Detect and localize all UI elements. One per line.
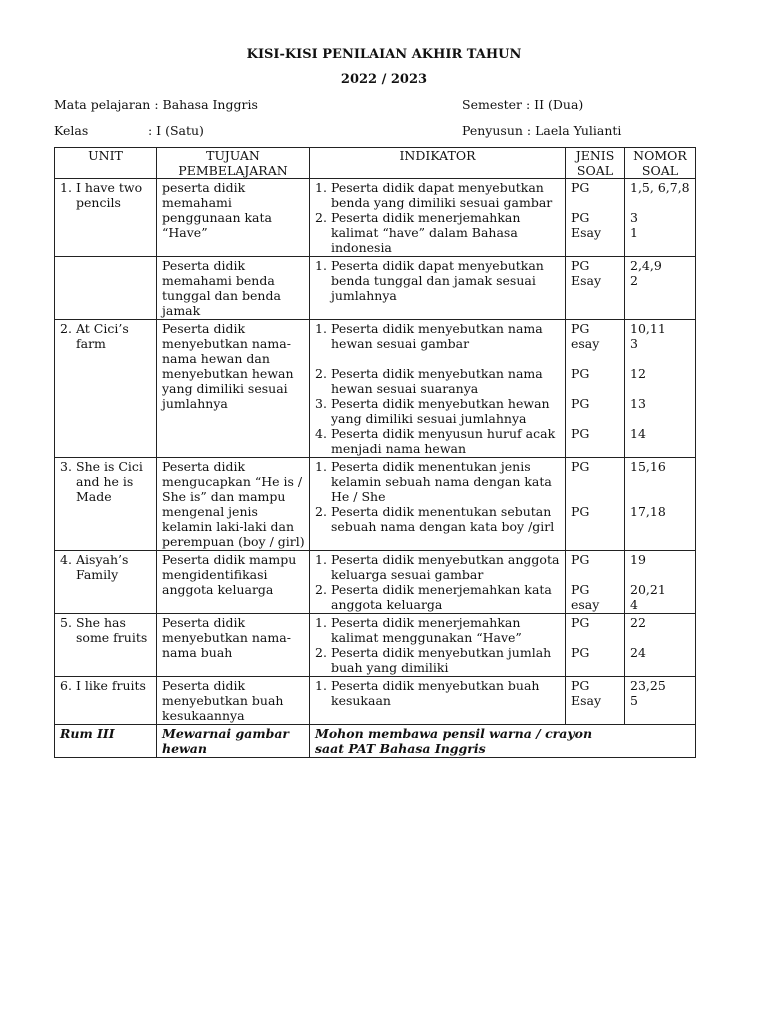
indikator-line: keluarga sesuai gambar <box>331 567 484 582</box>
header-tujuan: TUJUAN PEMBELAJARAN <box>157 148 310 179</box>
jenis-soal-value: esay <box>571 597 600 612</box>
indikator-item <box>315 459 560 504</box>
tujuan-line: Peserta didik <box>162 615 246 630</box>
indikator-line: Peserta didik menyebutkan jumlah <box>331 645 552 660</box>
indikator-item <box>315 504 560 534</box>
tujuan-line: perempuan (boy / girl) <box>162 534 305 549</box>
assessment-grid-table <box>54 147 696 758</box>
jenis-soal-value: Esay <box>571 273 602 288</box>
indikator-line: Peserta didik dapat menyebutkan <box>331 258 544 273</box>
indikator-number: 2. <box>315 582 327 597</box>
unit-number: 4. <box>60 552 72 567</box>
tujuan-line: jumlahnya <box>162 396 228 411</box>
nomor-soal-value: 17,18 <box>630 504 666 519</box>
indikator-line: benda tunggal dan jamak sesuai <box>331 273 536 288</box>
tujuan-line: Peserta didik <box>162 459 246 474</box>
jenis-soal-value: PG <box>571 396 590 411</box>
footer-row <box>55 725 696 758</box>
unit-name-line: She is Cici <box>76 459 143 474</box>
table-header-row <box>55 148 696 179</box>
nomor-soal-value: 3 <box>630 336 638 351</box>
tujuan-line: mengucapkan “He is / <box>162 474 303 489</box>
jenis-soal-value: Esay <box>571 693 602 708</box>
nomor-soal-value <box>630 195 690 210</box>
indikator-line: Peserta didik menyebutkan hewan <box>331 396 550 411</box>
tujuan-line: menyebutkan buah <box>162 693 284 708</box>
unit-number: 3. <box>60 459 72 474</box>
jenis-soal-value: PG <box>571 552 590 567</box>
tujuan-cell <box>157 458 310 551</box>
indikator-line: sebuah nama dengan kata boy /girl <box>331 519 555 534</box>
unit-number: 5. <box>60 615 72 630</box>
class-value: : I (Satu) <box>148 123 204 138</box>
unit-name-line: Made <box>76 489 112 504</box>
tujuan-line: menyebutkan nama- <box>162 336 291 351</box>
tujuan-cell <box>157 320 310 458</box>
jenis-soal-cell <box>566 551 625 614</box>
jenis-soal-cell <box>566 458 625 551</box>
unit-name-line: Aisyah’s <box>76 552 129 567</box>
indikator-line: Peserta didik menyebutkan nama <box>331 366 543 381</box>
tujuan-line: yang dimiliki sesuai <box>162 381 288 396</box>
tujuan-line: “Have” <box>162 225 208 240</box>
nomor-soal-cell <box>625 458 696 551</box>
nomor-soal-value: 14 <box>630 426 646 441</box>
unit-name-line: farm <box>76 336 106 351</box>
indikator-item <box>315 615 560 645</box>
table-row <box>55 551 696 614</box>
indikator-cell <box>310 614 566 677</box>
unit-cell <box>55 320 157 458</box>
header-jenis-soal: JENIS SOAL <box>566 148 625 179</box>
indikator-line: indonesia <box>331 240 392 255</box>
tujuan-line: peserta didik <box>162 180 246 195</box>
tujuan-line: mengidentifikasi <box>162 567 268 582</box>
nomor-soal-value: 10,11 <box>630 321 666 336</box>
nomor-soal-value <box>630 489 690 504</box>
nomor-soal-value: 19 <box>630 552 646 567</box>
jenis-soal-value <box>571 351 619 366</box>
unit-name-line: some fruits <box>76 630 148 645</box>
nomor-soal-value: 1 <box>630 225 638 240</box>
indikator-number: 2. <box>315 645 327 660</box>
unit-name-line: She has <box>76 615 126 630</box>
nomor-soal-value: 2 <box>630 273 638 288</box>
nomor-soal-value <box>630 474 690 489</box>
tujuan-line: Peserta didik <box>162 258 246 273</box>
nomor-soal-value: 12 <box>630 366 646 381</box>
indikator-line: yang dimiliki sesuai jumlahnya <box>331 411 527 426</box>
indikator-number: 4. <box>315 426 327 441</box>
indikator-number: 1. <box>315 678 327 693</box>
unit-name-line: and he is <box>76 474 134 489</box>
nomor-soal-value: 4 <box>630 597 638 612</box>
jenis-soal-value <box>571 489 619 504</box>
indikator-line: benda yang dimiliki sesuai gambar <box>331 195 553 210</box>
semester-field: Semester : II (Dua) <box>462 97 584 112</box>
nomor-soal-value <box>630 351 690 366</box>
indikator-line: Peserta didik dapat menyebutkan <box>331 180 544 195</box>
table-row <box>55 320 696 458</box>
footer-unit: Rum III <box>55 725 157 758</box>
tujuan-line: nama buah <box>162 645 233 660</box>
unit-name-line: At Cici’s <box>76 321 129 336</box>
jenis-soal-value: PG <box>571 459 590 474</box>
jenis-soal-cell <box>566 677 625 725</box>
nomor-soal-value: 15,16 <box>630 459 666 474</box>
indikator-line: hewan sesuai gambar <box>331 336 470 351</box>
unit-number: 6. <box>60 678 72 693</box>
unit-cell <box>55 677 157 725</box>
tujuan-line: menyebutkan hewan <box>162 366 294 381</box>
tujuan-line: kesukaannya <box>162 708 245 723</box>
nomor-soal-value: 23,25 <box>630 678 666 693</box>
indikator-number: 1. <box>315 615 327 630</box>
indikator-item <box>315 396 560 426</box>
jenis-soal-cell <box>566 320 625 458</box>
jenis-soal-value: PG <box>571 615 590 630</box>
jenis-soal-value: PG <box>571 678 590 693</box>
tujuan-line: Peserta didik mampu <box>162 552 297 567</box>
table-row <box>55 458 696 551</box>
footer-note: Mohon membawa pensil warna / crayon saat PAT Bahasa Inggris <box>310 725 696 758</box>
indikator-item <box>315 678 560 708</box>
indikator-line: menjadi nama hewan <box>331 441 467 456</box>
jenis-soal-value: PG <box>571 210 590 225</box>
unit-cell <box>55 458 157 551</box>
nomor-soal-value <box>630 381 690 396</box>
jenis-soal-value: PG <box>571 582 590 597</box>
tujuan-cell <box>157 551 310 614</box>
indikator-number: 3. <box>315 396 327 411</box>
nomor-soal-value: 2,4,9 <box>630 258 662 273</box>
indikator-number: 1. <box>315 321 327 336</box>
tujuan-cell <box>157 257 310 320</box>
indikator-line: He / She <box>331 489 386 504</box>
header-nomor-soal: NOMOR SOAL <box>625 148 696 179</box>
nomor-soal-cell <box>625 257 696 320</box>
unit-cell <box>55 614 157 677</box>
tujuan-line: mengenal jenis <box>162 504 258 519</box>
indikator-line: Peserta didik menyebutkan anggota <box>331 552 560 567</box>
jenis-soal-value <box>571 195 619 210</box>
indikator-item <box>315 258 560 303</box>
indikator-number: 1. <box>315 459 327 474</box>
unit-name-line: I like fruits <box>76 678 146 693</box>
tujuan-line: She is” dan mampu <box>162 489 286 504</box>
tujuan-cell <box>157 179 310 257</box>
indikator-number: 1. <box>315 180 327 195</box>
unit-number: 1. <box>60 180 72 195</box>
indikator-line: kalimat “have” dalam Bahasa <box>331 225 518 240</box>
indikator-line: Peserta didik menerjemahkan kata <box>331 582 552 597</box>
nomor-soal-value: 13 <box>630 396 646 411</box>
indikator-number: 2. <box>315 504 327 519</box>
jenis-soal-value <box>571 567 619 582</box>
table-row <box>55 677 696 725</box>
indikator-number: 2. <box>315 210 327 225</box>
footer-tujuan: Mewarnai gambar hewan <box>157 725 310 758</box>
indikator-item <box>315 210 560 255</box>
indikator-cell <box>310 551 566 614</box>
indikator-line: Peserta didik menentukan jenis <box>331 459 531 474</box>
nomor-soal-value: 20,21 <box>630 582 666 597</box>
tujuan-line: kelamin laki-laki dan <box>162 519 295 534</box>
indikator-cell <box>310 257 566 320</box>
indikator-cell <box>310 320 566 458</box>
jenis-soal-cell <box>566 257 625 320</box>
jenis-soal-value <box>571 411 619 426</box>
indikator-line: anggota keluarga <box>331 597 443 612</box>
nomor-soal-cell <box>625 320 696 458</box>
jenis-soal-value: PG <box>571 504 590 519</box>
indikator-cell <box>310 677 566 725</box>
indikator-line: kalimat menggunakan “Have” <box>331 630 522 645</box>
tujuan-line: anggota keluarga <box>162 582 274 597</box>
indikator-line: Peserta didik menyebutkan nama <box>331 321 543 336</box>
jenis-soal-value: esay <box>571 336 600 351</box>
jenis-soal-cell <box>566 179 625 257</box>
tujuan-line: tunggal dan benda <box>162 288 281 303</box>
table-row <box>55 179 696 257</box>
unit-cell <box>55 257 157 320</box>
tujuan-cell <box>157 677 310 725</box>
nomor-soal-value: 24 <box>630 645 646 660</box>
unit-cell <box>55 179 157 257</box>
indikator-cell <box>310 179 566 257</box>
indikator-number: 1. <box>315 258 327 273</box>
indikator-line: Peserta didik menyusun huruf acak <box>331 426 556 441</box>
jenis-soal-value: PG <box>571 426 590 441</box>
nomor-soal-cell <box>625 179 696 257</box>
jenis-soal-value: Esay <box>571 225 602 240</box>
indikator-item <box>315 321 560 351</box>
indikator-line: Peserta didik menerjemahkan <box>331 210 521 225</box>
header-unit: UNIT <box>55 148 157 179</box>
document-title: KISI-KISI PENILAIAN AKHIR TAHUN <box>246 47 522 62</box>
nomor-soal-cell <box>625 551 696 614</box>
indikator-item <box>315 552 560 582</box>
jenis-soal-cell <box>566 614 625 677</box>
tujuan-line: jamak <box>162 303 201 318</box>
indikator-item <box>315 366 560 396</box>
nomor-soal-value <box>630 567 690 582</box>
header-indikator: INDIKATOR <box>310 148 566 179</box>
tujuan-cell <box>157 614 310 677</box>
nomor-soal-value: 5 <box>630 693 638 708</box>
jenis-soal-value: PG <box>571 180 590 195</box>
tujuan-line: menyebutkan nama- <box>162 630 291 645</box>
unit-number: 2. <box>60 321 72 336</box>
table-row <box>55 257 696 320</box>
tujuan-line: Peserta didik <box>162 678 246 693</box>
nomor-soal-value <box>630 411 690 426</box>
nomor-soal-cell <box>625 614 696 677</box>
indikator-number: 2. <box>315 366 327 381</box>
nomor-soal-value: 1,5, 6,7,8 <box>630 180 690 195</box>
jenis-soal-value: PG <box>571 258 590 273</box>
jenis-soal-value: PG <box>571 366 590 381</box>
unit-cell <box>55 551 157 614</box>
unit-name-line: I have two <box>76 180 143 195</box>
nomor-soal-value: 3 <box>630 210 638 225</box>
tujuan-line: penggunaan kata <box>162 210 272 225</box>
jenis-soal-value <box>571 474 619 489</box>
indikator-item <box>315 180 560 210</box>
author-field: Penyusun : Laela Yulianti <box>462 123 622 138</box>
jenis-soal-value <box>571 630 619 645</box>
indikator-item <box>315 582 560 612</box>
indikator-line: buah yang dimiliki <box>331 660 449 675</box>
table-row <box>55 614 696 677</box>
tujuan-line: memahami <box>162 195 232 210</box>
subject-field: Mata pelajaran : Bahasa Inggris <box>54 97 258 112</box>
indikator-cell <box>310 458 566 551</box>
unit-name-line: pencils <box>76 195 121 210</box>
indikator-line: hewan sesuai suaranya <box>331 381 479 396</box>
tujuan-line: Peserta didik <box>162 321 246 336</box>
class-label: Kelas <box>54 123 89 138</box>
tujuan-line: nama hewan dan <box>162 351 270 366</box>
indikator-line: Peserta didik menerjemahkan <box>331 615 521 630</box>
nomor-soal-cell <box>625 677 696 725</box>
tujuan-line: memahami benda <box>162 273 275 288</box>
indikator-line: jumlahnya <box>331 288 397 303</box>
jenis-soal-value: PG <box>571 321 590 336</box>
jenis-soal-value <box>571 381 619 396</box>
indikator-item <box>315 645 560 675</box>
indikator-line: kelamin sebuah nama dengan kata <box>331 474 552 489</box>
academic-year: 2022 / 2023 <box>340 72 428 87</box>
nomor-soal-value <box>630 630 690 645</box>
indikator-line: Peserta didik menyebutkan buah <box>331 678 540 693</box>
jenis-soal-value: PG <box>571 645 590 660</box>
unit-name-line: Family <box>76 567 119 582</box>
nomor-soal-value: 22 <box>630 615 646 630</box>
indikator-line: kesukaan <box>331 693 391 708</box>
indikator-item <box>315 426 560 456</box>
indikator-number: 1. <box>315 552 327 567</box>
indikator-line: Peserta didik menentukan sebutan <box>331 504 552 519</box>
